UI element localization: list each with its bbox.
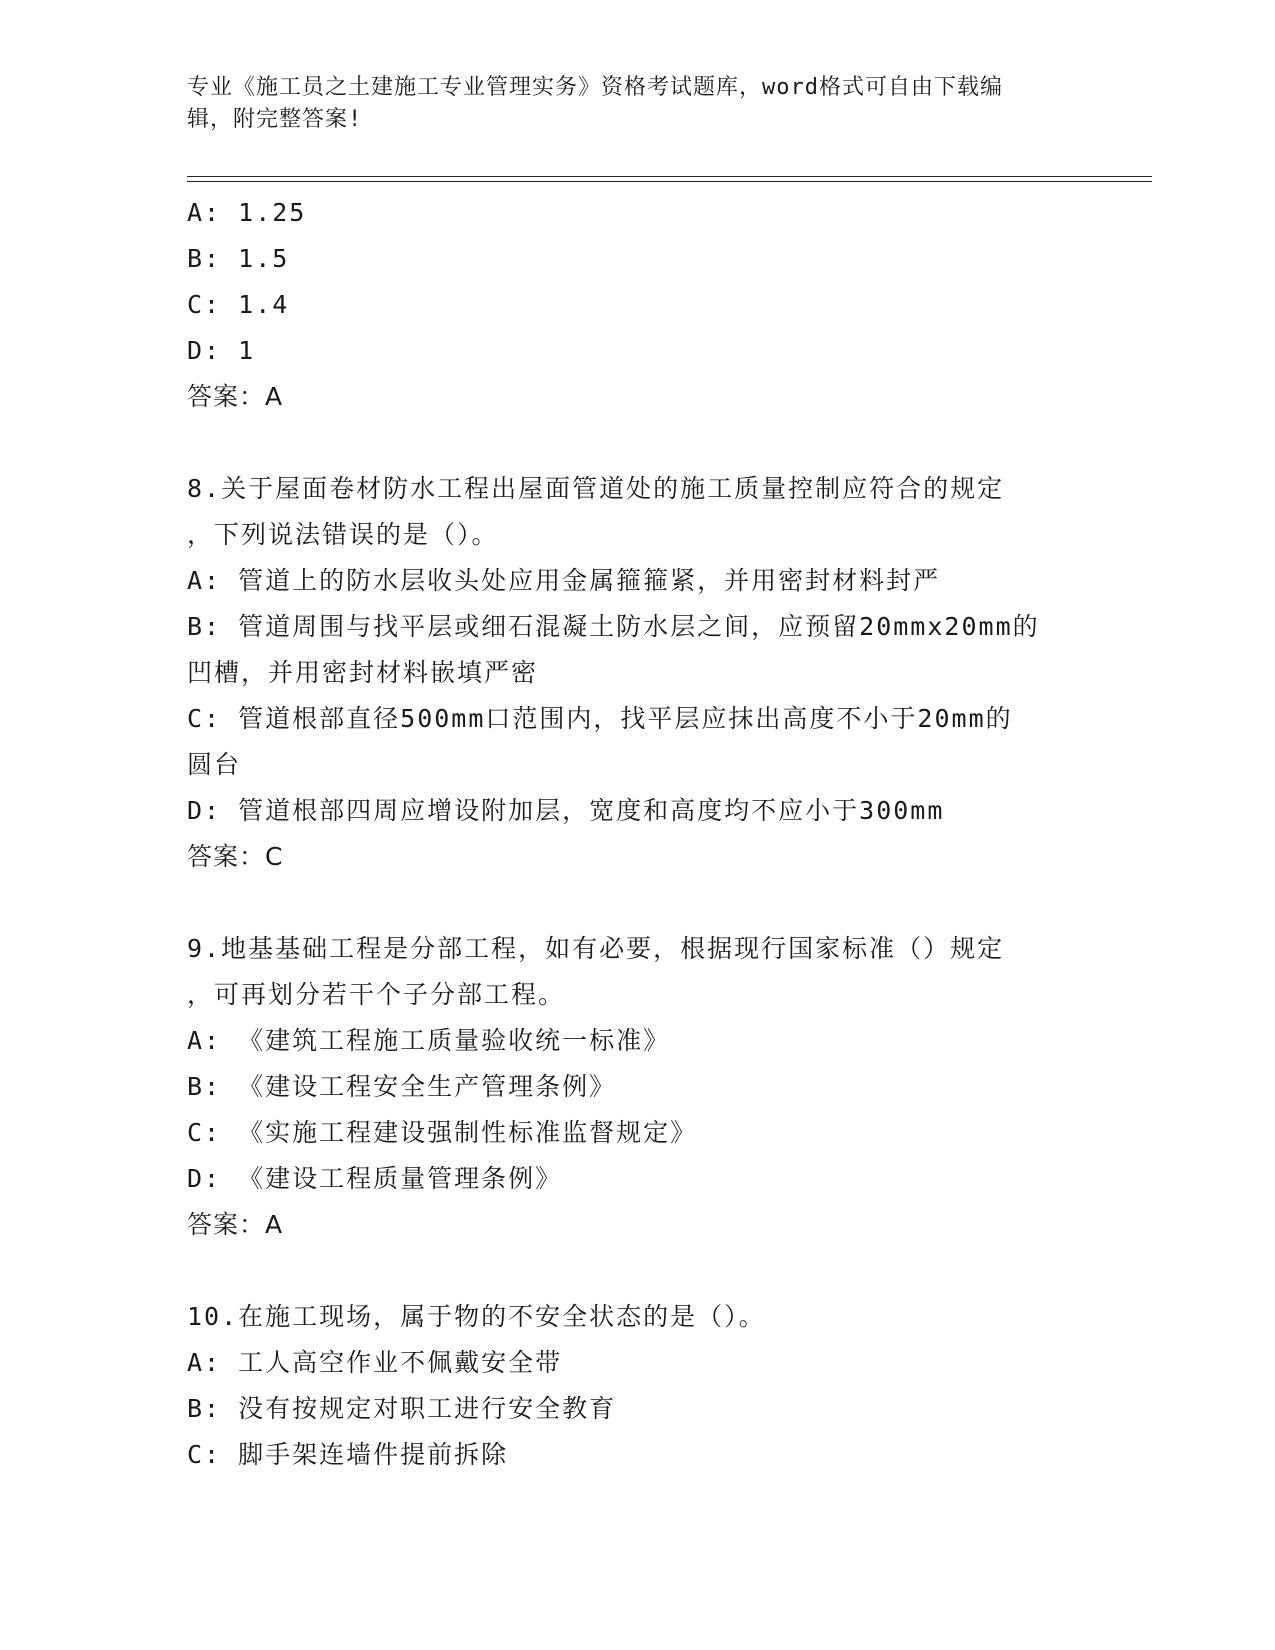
question-7 <box>187 190 1087 420</box>
q8-stem-line-2: ，下列说法错误的是（）。 <box>187 520 499 549</box>
q9-stem-line-2: ，可再划分若干个子分部工程。 <box>187 980 566 1009</box>
q8-option-c-line-1: C: 管道根部直径500mm口范围内，找平层应抹出高度不小于20mm的 <box>187 704 1013 733</box>
q10-stem: 10.在施工现场，属于物的不安全状态的是（）。 <box>187 1302 766 1331</box>
question-8 <box>187 466 1087 880</box>
q8-option-b-line-1: B: 管道周围与找平层或细石混凝土防水层之间，应预留20mmx20mm的 <box>187 612 1040 641</box>
q10-option-c: C: 脚手架连墙件提前拆除 <box>187 1440 509 1469</box>
q9-option-c: C: 《实施工程建设强制性标准监督规定》 <box>187 1118 698 1147</box>
q7-option-d: D: 1 <box>187 336 256 365</box>
q10-option-a: A: 工人高空作业不佩戴安全带 <box>187 1348 563 1377</box>
q7-option-b: B: 1.5 <box>187 244 290 273</box>
header-line-2: 辑，附完整答案! <box>187 107 363 132</box>
question-10 <box>187 1294 1087 1478</box>
spacer <box>187 1248 1087 1294</box>
q9-option-b: B: 《建设工程安全生产管理条例》 <box>187 1072 617 1101</box>
q10-option-b: B: 没有按规定对职工进行安全教育 <box>187 1394 617 1423</box>
q8-option-c-line-2: 圆台 <box>187 750 242 779</box>
spacer <box>187 880 1087 926</box>
question-9 <box>187 926 1087 1248</box>
header-divider-bottom <box>187 181 1152 182</box>
q9-answer: 答案：A <box>187 1210 284 1239</box>
q9-option-a: A: 《建筑工程施工质量验收统一标准》 <box>187 1026 671 1055</box>
q9-stem-line-1: 9.地基基础工程是分部工程，如有必要，根据现行国家标准（）规定 <box>187 934 1005 963</box>
q8-answer: 答案：C <box>187 842 284 871</box>
q7-option-a: A: 1.25 <box>187 198 307 227</box>
q8-stem-line-1: 8.关于屋面卷材防水工程出屋面管道处的施工质量控制应符合的规定 <box>187 474 1005 503</box>
q9-option-d: D: 《建设工程质量管理条例》 <box>187 1164 563 1193</box>
q7-answer: 答案：A <box>187 382 284 411</box>
q7-option-c: C: 1.4 <box>187 290 290 319</box>
spacer <box>187 420 1087 466</box>
question-list <box>187 190 1087 1478</box>
header-line-1: 专业《施工员之土建施工专业管理实务》资格考试题库，word格式可自由下载编 <box>187 75 1003 100</box>
document-header <box>187 72 1067 136</box>
q8-option-b-line-2: 凹槽，并用密封材料嵌填严密 <box>187 658 539 687</box>
q8-option-a: A: 管道上的防水层收头处应用金属箍箍紧，并用密封材料封严 <box>187 566 941 595</box>
q8-option-d: D: 管道根部四周应增设附加层，宽度和高度均不应小于300mm <box>187 796 945 825</box>
header-divider-top <box>187 176 1152 177</box>
